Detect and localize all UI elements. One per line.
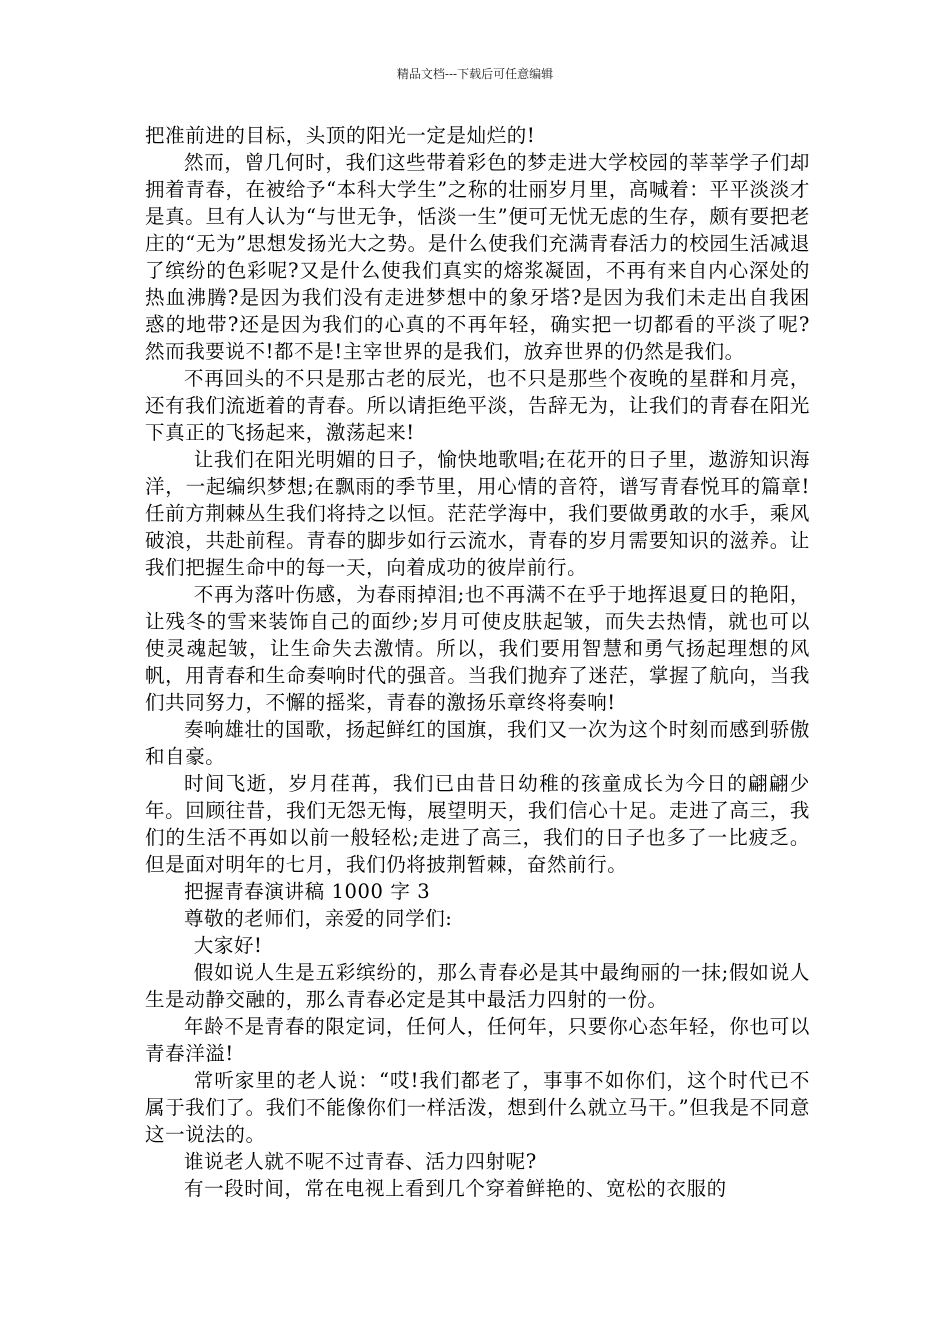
paragraph: 年龄不是青春的限定词，任何人，任何年，只要你心态年轻，你也可以青春洋溢! (145, 1015, 810, 1065)
paragraph: 有一段时间，常在电视上看到几个穿着鲜艳的、宽松的衣服的 (184, 1177, 727, 1200)
paragraph: 不再回头的不只是那古老的辰光，也不只是那些个夜晚的星群和月亮，还有我们流逝着的青春。所以请拒绝平淡，告辞无为，让我们的青春在阳光下真正的飞扬起来，激荡起来! (145, 367, 810, 444)
paragraph: 把准前进的目标，头顶的阳光一定是灿烂的! (145, 124, 536, 147)
paragraph: 时间飞逝，岁月荏苒，我们已由昔日幼稚的孩童成长为今日的翩翩少年。回顾往昔，我们无怨无悔，展望明天，我们信心十足。走进了高三，我们的生活不再如以前一般轻松;走进了高三，我们的日子也多了一比疲乏。但是面对明年的七月，我们仍将披荆暂棘，奋然前行。 (145, 772, 810, 876)
page-header: 精品文档---下载后可任意编辑 (396, 67, 554, 81)
paragraph: 把握青春演讲稿 1000 字 3 (184, 880, 431, 903)
paragraph: 谁说老人就不呢不过青春、活力四射呢? (184, 1150, 537, 1173)
paragraph: 尊敬的老师们，亲爱的同学们: (184, 907, 453, 930)
paragraph: 大家好! (193, 934, 263, 957)
paragraph: 让我们在阳光明媚的日子，愉快地歌唱;在花开的日子里，遨游知识海洋，一起编织梦想;在飘雨的季节里，用心情的音符，谱写青春悦耳的篇章!任前方荆棘丛生我们将持之以恒。茫茫学海中，我们要做勇敢的水手，乘风破浪，共赴前程。青春的脚步如行云流水，青春的岁月需要知识的滋养。让我们把握生命中的每一天，向着成功的彼岸前行。 (145, 448, 810, 579)
paragraph: 奏响雄壮的国歌，扬起鲜红的国旗，我们又一次为这个时刻而感到骄傲和自豪。 (145, 718, 810, 768)
paragraph: 假如说人生是五彩缤纷的，那么青春必是其中最绚丽的一抹;假如说人生是动静交融的，那么青春必定是其中最活力四射的一份。 (145, 961, 810, 1011)
document-body (145, 122, 810, 1202)
paragraph: 不再为落叶伤感，为春雨掉泪;也不再满不在乎于地挥退夏日的艳阳，让残冬的雪来装饰自己的面纱;岁月可使皮肤起皱，而失去热情，就也可以使灵魂起皱，让生命失去激情。所以，我们要用智慧和勇气扬起理想的风帆，用青春和生命奏响时代的强音。当我们抛弃了迷茫，掌握了航向，当我们共同努力，不懈的摇桨，青春的激扬乐章终将奏响! (145, 583, 810, 714)
paragraph: 然而，曾几何时，我们这些带着彩色的梦走进大学校园的莘莘学子们却拥着青春，在被给予“本科大学生”之称的壮丽岁月里，高喊着：平平淡淡才是真。旦有人认为“与世无争，恬淡一生”便可无忧无虑的生存，颇有要把老庄的“无为”思想发扬光大之势。是什么使我们充满青春活力的校园生活减退了缤纷的色彩呢?又是什么使我们真实的熔浆凝固，不再有来自内心深处的热血沸腾?是因为我们没有走进梦想中的象牙塔?是因为我们未走出自我困惑的地带?还是因为我们的心真的不再年轻，确实把一切都看的平淡了呢?然而我要说不!都不是!主宰世界的是我们，放弃世界的仍然是我们。 (145, 151, 810, 363)
paragraph: 常听家里的老人说：“哎!我们都老了，事事不如你们，这个时代已不属于我们了。我们不能像你们一样活泼，想到什么就立马干。”但我是不同意这一说法的。 (145, 1069, 810, 1146)
